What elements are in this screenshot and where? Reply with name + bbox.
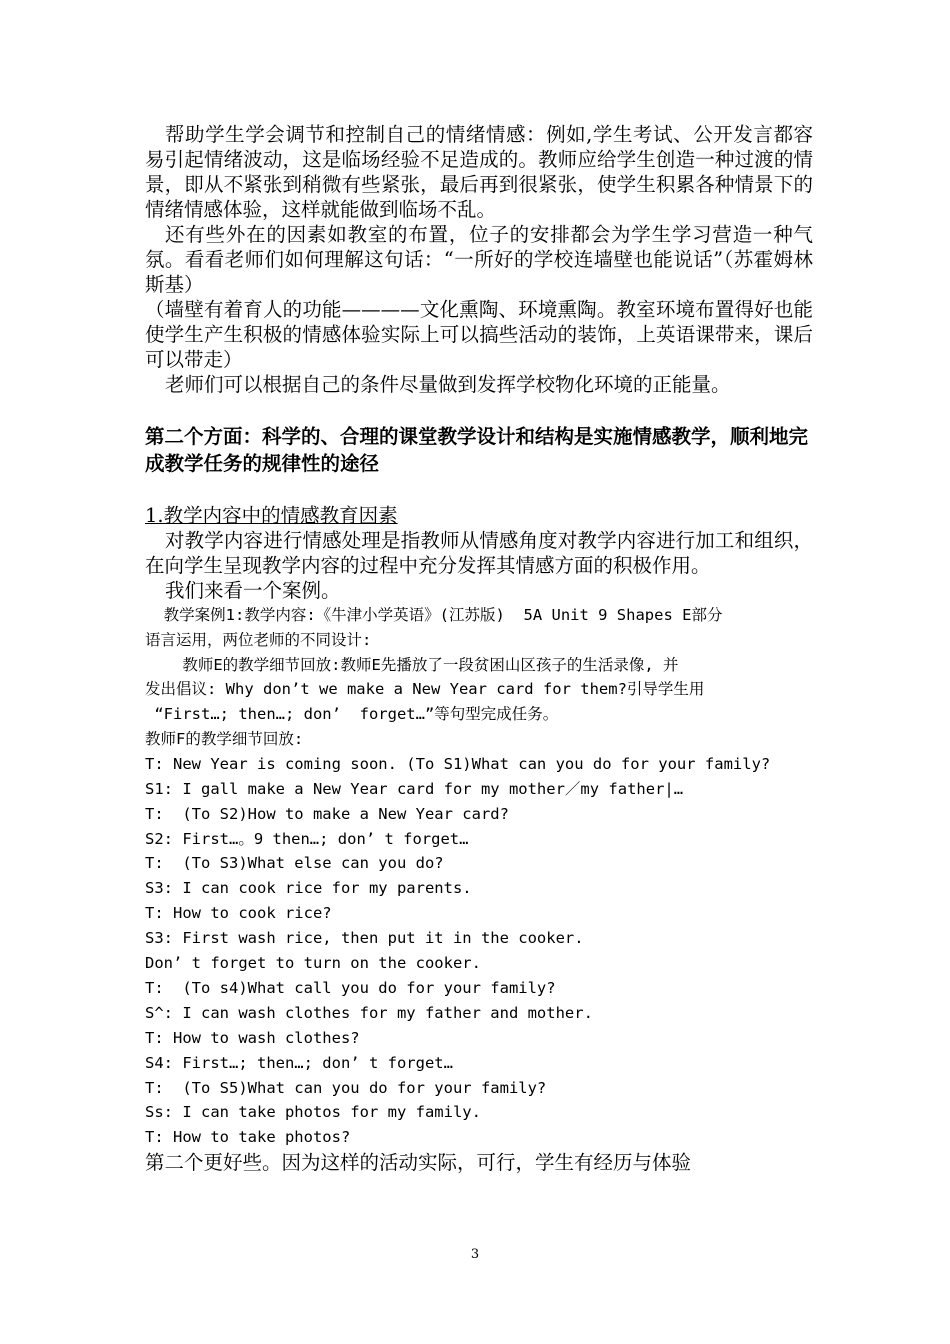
dialog-line: T: (To S3)What else can you do? xyxy=(145,854,444,873)
paragraph-positive-energy: 老师们可以根据自己的条件尽量做到发挥学校物化环境的正能量。 xyxy=(165,373,731,396)
dialog-line: S3: First wash rice, then put it in the cooker. xyxy=(145,929,584,948)
teacher-e-line: 教师E的教学细节回放:教师E先播放了一段贫困山区孩子的生活录像, 并 xyxy=(145,655,679,674)
paragraph-content-processing: 对教学内容进行情感处理是指教师从情感角度对教学内容进行加工和组织，在向学生呈现教学内容的过程中充分发挥其情感方面的积极作用。 xyxy=(145,529,813,577)
dialog-line: S^: I can wash clothes for my father and mother. xyxy=(145,1003,593,1022)
case-intro-line: 教学案例1:教学内容:《牛津小学英语》(江苏版) 5A Unit 9 Shapes E部分 xyxy=(145,606,723,624)
page-content xyxy=(145,122,813,1175)
spacer xyxy=(145,477,813,503)
dialog-line: Ss: I can take photos for my family. xyxy=(145,1103,481,1122)
dialog-line: S1: I gall make a New Year card for my mother／my father|… xyxy=(145,779,684,798)
dialog-line: T: How to cook rice? xyxy=(145,904,332,923)
paragraph-wall-education: （墙壁有着育人的功能————文化熏陶、环境熏陶。教室环境布置得好也能使学生产生积极的情感体验实际上可以搞些活动的装饰，上英语课带来，课后可以带走） xyxy=(145,298,813,371)
dialog-block xyxy=(145,752,813,1151)
dialog-line: T: New Year is coming soon. (To S1)What can you do for your family? xyxy=(145,754,771,773)
teacher-e-line: “First…; then…; don’ forget…”等句型完成任务。 xyxy=(145,705,559,724)
page-number: 3 xyxy=(470,1247,480,1262)
dialog-line: T: (To S2)How to make a New Year card? xyxy=(145,804,509,823)
section-heading: 第二个方面：科学的、合理的课堂教学设计和结构是实施情感教学，顺利地完成教学任务的规律性的途径 xyxy=(145,425,809,475)
paragraph-emotion-regulation: 帮助学生学会调节和控制自己的情绪情感：例如,学生考试、公开发言都容易引起情绪波动，这是临场经验不足造成的。教师应给学生创造一种过渡的情景，即从不紧张到稍微有些紧张，最后再到很紧张，使学生积累各种情景下的情绪情感体验，这样就能做到临场不乱。 xyxy=(145,123,813,221)
dialog-line: T: How to take photos? xyxy=(145,1128,351,1147)
teacher-f-title: 教师F的教学细节回放: xyxy=(145,729,304,748)
case-intro-line: 语言运用，两位老师的不同设计: xyxy=(145,630,372,649)
paragraph-case-intro: 我们来看一个案例。 xyxy=(165,579,341,602)
paragraph-conclusion: 第二个更好些。因为这样的活动实际，可行，学生有经历与体验 xyxy=(145,1151,692,1175)
teacher-e-line: 发出倡议: Why don’t we make a New Year card for them?引导学生用 xyxy=(145,680,705,699)
dialog-line: T: (To S5)What can you do for your family? xyxy=(145,1078,547,1097)
dialog-line: T: How to wash clothes? xyxy=(145,1028,360,1047)
dialog-line: S3: I can cook rice for my parents. xyxy=(145,879,472,898)
sub-heading: 1.教学内容中的情感教育因素 xyxy=(145,504,398,527)
paragraph-classroom-environment: 还有些外在的因素如教室的布置，位子的安排都会为学生学习营造一种气氛。看看老师们如何理解这句话：“一所好的学校连墙壁也能说话”（苏霍姆林斯基） xyxy=(145,223,813,296)
spacer xyxy=(145,397,813,423)
dialog-line: S4: First…; then…; don’ t forget… xyxy=(145,1053,453,1072)
dialog-line: S2: First…。9 then…; don’ t forget… xyxy=(145,829,469,848)
dialog-line: Don’ t forget to turn on the cooker. xyxy=(145,954,481,973)
dialog-line: T: (To s4)What call you do for your family? xyxy=(145,978,556,997)
